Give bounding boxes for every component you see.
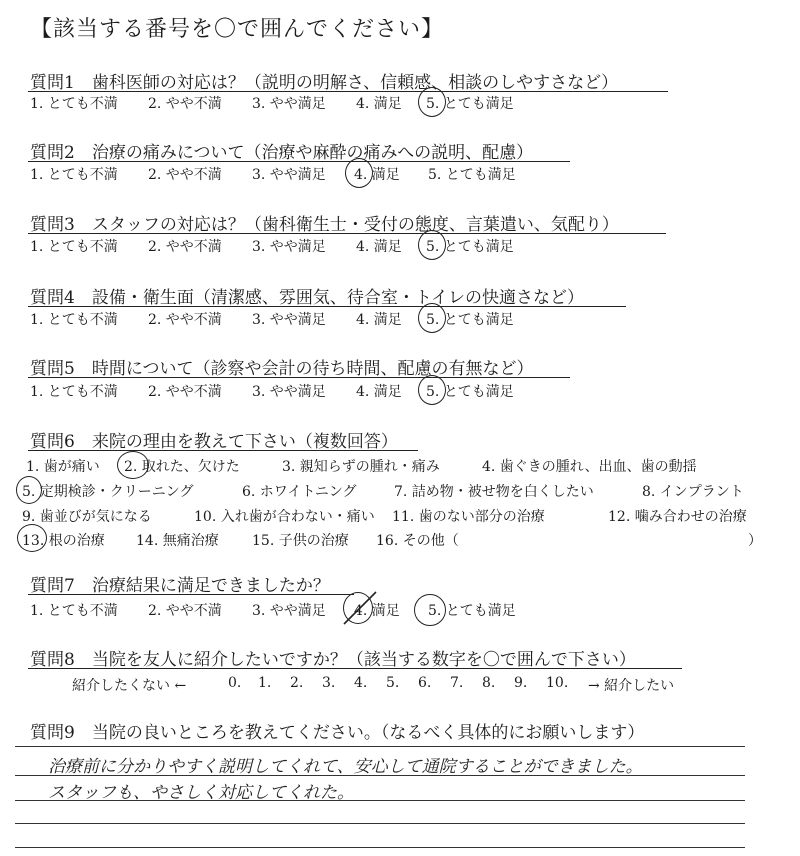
q8-scale-0[interactable]: 0. (228, 675, 242, 691)
q8-scale-3[interactable]: 3. (322, 675, 336, 691)
question-1-underline (28, 91, 668, 92)
question-1-heading: 質問1 歯科医師の対応は？（説明の明解さ、信頼感、相談のしやすさなど） (30, 73, 619, 93)
q6-option-7[interactable]: 7. 詰め物・被せ物を白くしたい (394, 484, 594, 500)
q6-option-3[interactable]: 3. 親知らずの腫れ・痛み (282, 459, 440, 475)
answer-ruled-line-5 (15, 847, 745, 848)
q7-option-4[interactable]: 4. 満足 (354, 603, 400, 619)
q7-answer-circle-5 (414, 594, 446, 626)
q8-scale-4[interactable]: 4. (354, 675, 368, 691)
q1-option-2[interactable]: 2. やや不満 (148, 96, 222, 112)
q8-scale-left-label: 紹介したくない ← (72, 678, 187, 694)
q4-answer-circle (418, 303, 446, 333)
q1-option-1[interactable]: 1. とても不満 (30, 96, 118, 112)
question-6-underline (28, 450, 418, 451)
q1-option-5[interactable]: 5. とても満足 (426, 96, 514, 112)
q9-handwritten-answer-line-1: 治療前に分かりやすく説明してくれて、安心して通院することができました。 (48, 757, 643, 777)
q7-option-2[interactable]: 2. やや不満 (148, 603, 222, 619)
q8-scale-1[interactable]: 1. (258, 675, 272, 691)
q8-scale-2[interactable]: 2. (290, 675, 304, 691)
q8-scale-right-label: → 紹介したい (588, 678, 675, 694)
q3-option-3[interactable]: 3. やや満足 (252, 239, 326, 255)
q6-option-9[interactable]: 9. 歯並びが気になる (22, 509, 152, 525)
q6-option-6[interactable]: 6. ホワイトニング (242, 484, 357, 500)
question-4-underline (28, 306, 626, 307)
q6-option-12[interactable]: 12. 噛み合わせの治療 (608, 509, 747, 525)
question-9-heading: 質問9 当院の良いところを教えてください。（なるべく具体的にお願いします） (30, 723, 645, 743)
q2-option-2[interactable]: 2. やや不満 (148, 167, 222, 183)
q2-option-4[interactable]: 4. 満足 (354, 167, 400, 183)
q7-option-5[interactable]: 5. とても満足 (428, 603, 516, 619)
q8-scale-6[interactable]: 6. (418, 675, 432, 691)
question-2-heading: 質問2 治療の痛みについて（治療や麻酔の痛みへの説明、配慮） (30, 143, 534, 163)
q8-scale-7[interactable]: 7. (450, 675, 464, 691)
q8-scale-5[interactable]: 5. (386, 675, 400, 691)
q5-option-5[interactable]: 5. とても満足 (426, 384, 514, 400)
q6-option-5[interactable]: 5. 定期検診・クリーニング (22, 484, 194, 500)
q3-option-5[interactable]: 5. とても満足 (426, 239, 514, 255)
q6-other-close: ） (748, 533, 762, 549)
answer-ruled-line-2 (15, 775, 745, 776)
q6-option-1[interactable]: 1. 歯が痛い (26, 459, 100, 475)
question-7-heading: 質問7 治療結果に満足できましたか？ (30, 576, 330, 596)
q6-answer-circle-2 (117, 451, 149, 479)
q2-answer-circle (345, 158, 373, 188)
q5-option-3[interactable]: 3. やや満足 (252, 384, 326, 400)
q2-option-3[interactable]: 3. やや満足 (252, 167, 326, 183)
answer-ruled-line-4 (15, 823, 745, 824)
question-5-heading: 質問5 時間について（診察や会計の待ち時間、配慮の有無など） (30, 359, 534, 379)
q6-answer-circle-5 (16, 476, 42, 504)
q5-option-4[interactable]: 4. 満足 (356, 384, 402, 400)
question-3-heading: 質問3 スタッフの対応は？（歯科衛生士・受付の態度、言葉遣い、気配り） (30, 215, 619, 235)
q6-option-13[interactable]: 13. 根の治療 (22, 533, 105, 549)
q6-option-14[interactable]: 14. 無痛治療 (136, 533, 219, 549)
q6-option-16[interactable]: 16. その他（ (376, 533, 459, 549)
q5-answer-circle (418, 375, 446, 405)
q2-option-5[interactable]: 5. とても満足 (428, 167, 516, 183)
q6-option-4[interactable]: 4. 歯ぐきの腫れ、出血、歯の動揺 (482, 459, 697, 475)
question-6-heading: 質問6 来院の理由を教えて下さい（複数回答） (30, 432, 398, 452)
answer-ruled-line-1 (15, 746, 745, 747)
q8-scale-8[interactable]: 8. (482, 675, 496, 691)
question-3-underline (28, 233, 666, 234)
question-8-underline (28, 668, 682, 669)
q5-option-2[interactable]: 2. やや不満 (148, 384, 222, 400)
q3-option-4[interactable]: 4. 満足 (356, 239, 402, 255)
q7-cross-mark-icon (340, 590, 380, 628)
q4-option-3[interactable]: 3. やや満足 (252, 312, 326, 328)
q1-option-4[interactable]: 4. 満足 (356, 96, 402, 112)
q7-option-3[interactable]: 3. やや満足 (252, 603, 326, 619)
question-5-underline (28, 377, 570, 378)
q7-option-1[interactable]: 1. とても不満 (30, 603, 118, 619)
question-7-underline (28, 594, 354, 595)
q2-option-1[interactable]: 1. とても不満 (30, 167, 118, 183)
q9-handwritten-answer-line-2: スタッフも、やさしく対応してくれた。 (48, 783, 354, 803)
question-8-heading: 質問8 当院を友人に紹介したいですか？（該当する数字を〇で囲んで下さい） (30, 650, 636, 670)
q6-option-8[interactable]: 8. インプラント (642, 484, 744, 500)
q3-answer-circle (418, 230, 446, 260)
q3-option-2[interactable]: 2. やや不満 (148, 239, 222, 255)
question-4-heading: 質問4 設備・衛生面（清潔感、雰囲気、待合室・トイレの快適さなど） (30, 288, 584, 308)
q4-option-4[interactable]: 4. 満足 (356, 312, 402, 328)
q4-option-2[interactable]: 2. やや不満 (148, 312, 222, 328)
q4-option-5[interactable]: 5. とても満足 (426, 312, 514, 328)
q6-option-15[interactable]: 15. 子供の治療 (252, 533, 349, 549)
q5-option-1[interactable]: 1. とても不満 (30, 384, 118, 400)
q3-option-1[interactable]: 1. とても不満 (30, 239, 118, 255)
q8-scale-9[interactable]: 9. (514, 675, 528, 691)
q8-scale-10[interactable]: 10. (546, 675, 569, 691)
survey-title: 【該当する番号を〇で囲んでください】 (30, 17, 445, 42)
q6-option-10[interactable]: 10. 入れ歯が合わない・痛い (194, 509, 375, 525)
question-2-underline (28, 161, 570, 162)
q4-option-1[interactable]: 1. とても不満 (30, 312, 118, 328)
q1-answer-circle (418, 87, 446, 117)
answer-ruled-line-3 (15, 800, 745, 801)
q6-option-11[interactable]: 11. 歯のない部分の治療 (392, 509, 545, 525)
q6-option-2[interactable]: 2. 取れた、欠けた (124, 459, 240, 475)
q1-option-3[interactable]: 3. やや満足 (252, 96, 326, 112)
q6-answer-circle-13 (17, 524, 47, 552)
